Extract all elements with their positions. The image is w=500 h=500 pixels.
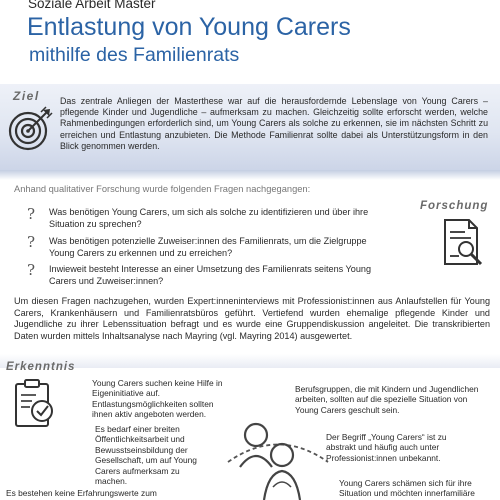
research-method: Um diesen Fragen nachzugehen, wurden Expert:inneninterviews mit Professionist:innen aus Anlaufstellen für Young Carers, Krankenhäusern und Familienratsbüros geführt. Vertiefend wurden ehemalige pflegende Kinder und Jugendliche zu ihrer Lebenssituation befragt und es wurde eine Gruppendiskussion angeleitet. Die transkribierten Daten wurden mittels Inhaltsanalyse nach Mayring (vgl. Mayring 2014) ausgewertet.	[14, 296, 490, 341]
document-search-icon	[441, 218, 485, 268]
research-question-3: Inwieweit besteht Interesse an einer Umsetzung des Familienrats seitens Young Carers und Zuweiser:innen?	[49, 264, 371, 286]
ziel-section-label: Ziel	[13, 89, 40, 103]
target-icon	[7, 106, 53, 152]
research-intro: Anhand qualitativer Forschung wurde folgenden Fragen nachgegangen:	[14, 184, 311, 194]
finding-2: Berufsgruppen, die mit Kindern und Jugendlichen arbeiten, sollten auf die spezielle Situation von Young Carers geschult sein.	[295, 384, 479, 415]
erkenntnis-section-label: Erkenntnis	[6, 361, 76, 373]
clipboard-check-icon	[14, 378, 58, 430]
ziel-section-shadow	[0, 170, 500, 180]
ziel-description: Das zentrale Anliegen der Masterthese war auf die herausfordernde Lebenslage von Young Carers – pflegende Kinder und Jugendliche – aufmerksam zu machen. Gleichzeitig sollte erforscht werden, welche Rahmenbedingungen erforderlich sind, um Young Carers als solche zu erkennen, sie im nächsten Schritt zu erreichen und Entlastung anzubieten. Die Methode Familienrat sollte dabei als Unterstützungsform in den Blick genommen werden.	[60, 96, 488, 151]
research-question-1: Was benötigen Young Carers, um sich als solche zu identifizieren und über ihre Situation zu sprechen?	[49, 207, 369, 229]
program-name: Soziale Arbeit Master	[28, 0, 156, 11]
page-title: Entlastung von Young Carers	[27, 13, 351, 41]
question-mark-icon: ?	[27, 233, 36, 251]
finding-5: Es bestehen keine Erfahrungswerte zum	[6, 488, 157, 498]
finding-3: Es bedarf einer breiten Öffentlichkeitsarbeit und Bewusstseinsbildung der Gesellschaft, um auf Young Carers aufmerksam zu machen.	[95, 424, 197, 487]
forschung-section-label: Forschung	[420, 200, 489, 212]
finding-4: Der Begriff „Young Carers“ ist zu abstrakt und häufig auch unter Professionist:innen unbekannt.	[326, 432, 447, 463]
question-mark-icon: ?	[27, 261, 36, 279]
question-mark-icon: ?	[27, 205, 36, 223]
finding-6: Young Carers schämen sich für ihre Situation und möchten innerfamiliäre	[339, 478, 475, 499]
page-subtitle: mithilfe des Familienrats	[29, 44, 240, 66]
research-question-2: Was benötigen potenzielle Zuweiser:innen des Familienrats, um die Zielgruppe Young Carers zu erkennen und zu erreichen?	[49, 236, 367, 258]
family-group-illustration	[218, 407, 338, 500]
finding-1: Young Carers suchen keine Hilfe in Eigeninitiative auf. Entlastungsmöglichkeiten sollten ihnen aktiv angeboten werden.	[92, 378, 223, 420]
